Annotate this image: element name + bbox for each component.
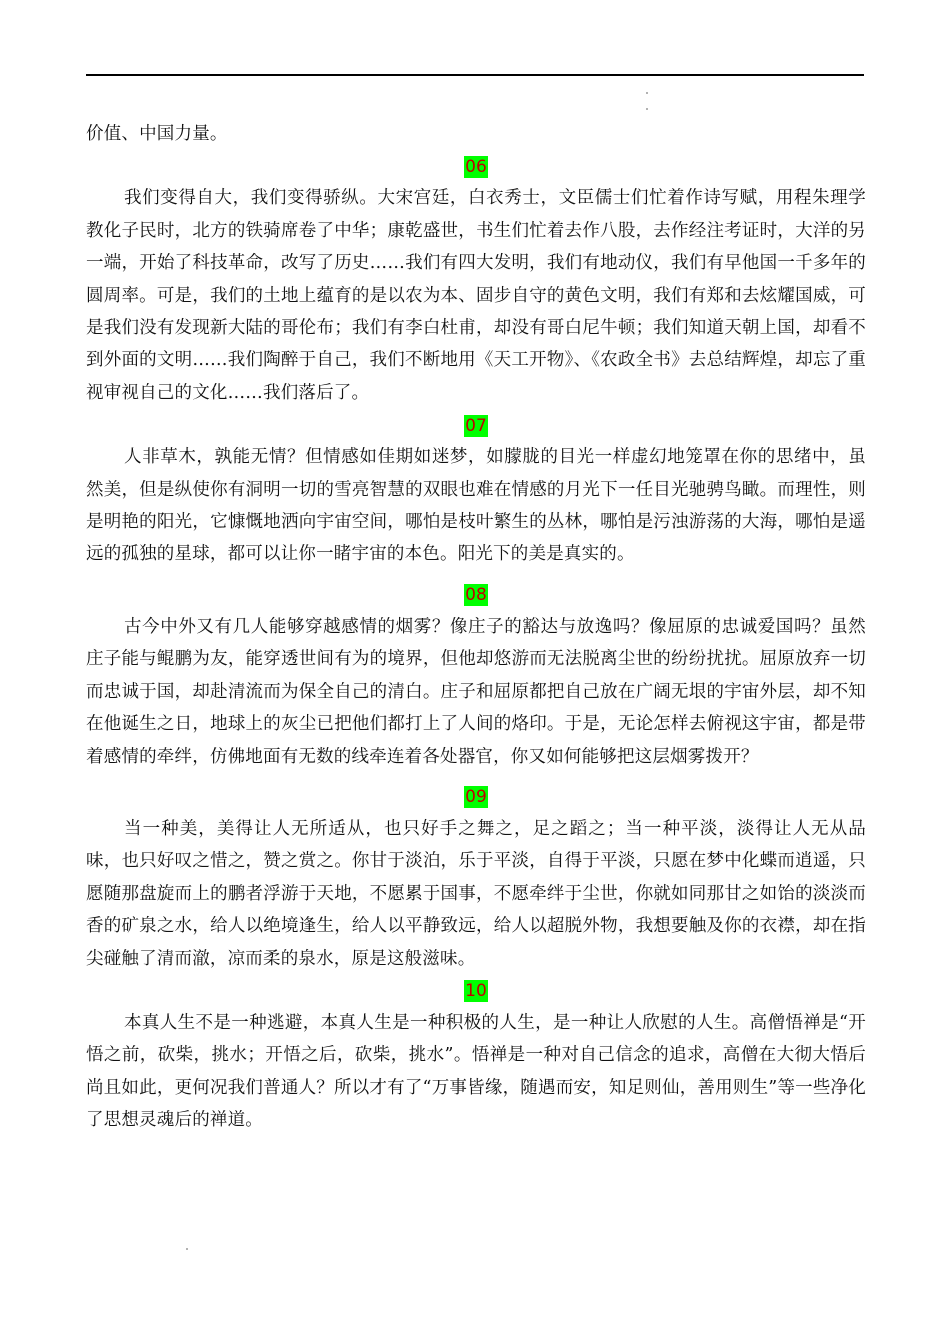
header-rule	[86, 74, 864, 76]
section-10-header	[86, 975, 866, 1007]
section-07-header	[86, 409, 866, 441]
section-number-badge: 10	[465, 981, 487, 1002]
section-number-badge: 08	[465, 585, 487, 606]
section-06-paragraph: 我们变得自大，我们变得骄纵。大宋宫廷，白衣秀士，文臣儒士们忙着作诗写赋，用程朱理学教化子民时，北方的铁骑席卷了中华；康乾盛世，书生们忙着去作八股，去作经注考证时，大洋的另一端，开始了科技革命，改写了历史……我们有四大发明，我们有地动仪，我们有早他国一千多年的圆周率。可是，我们的土地上蕴育的是以农为本、固步自守的黄色文明，我们有郑和去炫耀国威，可是我们没有发现新大陆的哥伦布；我们有李白杜甫，却没有哥白尼牛顿；我们知道天朝上国，却看不到外面的文明……我们陶醉于自己，我们不断地用《天工开物》、《农政全书》去总结辉煌，却忘了重视审视自己的文化……我们落后了。	[86, 188, 866, 403]
section-09-header	[86, 781, 866, 813]
section-number-badge: 06	[465, 156, 487, 177]
section-number-badge: 09	[465, 787, 487, 808]
section-07-paragraph: 人非草木，孰能无情？但情感如佳期如迷梦，如朦胧的目光一样虚幻地笼罩在你的思绪中，虽然美，但是纵使你有洞明一切的雪亮智慧的双眼也难在情感的月光下一任目光驰骋鸟瞰。而理性，则是明艳的阳光，它慷慨地洒向宇宙空间，哪怕是枝叶繁生的丛林，哪怕是污浊游荡的大海，哪怕是遥远的孤独的星球，都可以让你一睹宇宙的本色。阳光下的美是真实的。	[86, 447, 866, 565]
section-08-paragraph: 古今中外又有几人能够穿越感情的烟雾？像庄子的豁达与放逸吗？像屈原的忠诚爱国吗？虽然庄子能与鲲鹏为友，能穿透世间有为的境界，但他却悠游而无法脱离尘世的纷纷扰扰。屈原放弃一切而忠诚于国，却赴清流而为保全自己的清白。庄子和屈原都把自己放在广阔无垠的宇宙外层，却不知在他诞生之日，地球上的灰尘已把他们都打上了人间的烙印。于是，无论怎样去俯视这宇宙，都是带着感情的牵绊，仿佛地面有无数的线牵连着各处器官，你又如何能够把这层烟雾拨开？	[86, 616, 866, 767]
intro-tail-text: 价值、中国力量。	[86, 124, 228, 144]
section-number-badge: 07	[465, 415, 487, 436]
paragraph-gap	[86, 571, 866, 579]
paragraph-gap	[86, 773, 866, 781]
section-06-header	[86, 150, 866, 182]
section-10-paragraph: 本真人生不是一种逃避，本真人生是一种积极的人生，是一种让人欣慰的人生。高僧悟禅是“开悟之前，砍柴，挑水；开悟之后，砍柴，挑水”。悟禅是一种对自己信念的追求，高僧在大彻大悟后尚且如此，更何况我们普通人？所以才有了“万事皆缘，随遇而安，知足则仙，善用则生”等一些净化了思想灵魂后的禅道。	[86, 1012, 866, 1131]
scan-speck	[646, 92, 648, 94]
scan-speck	[186, 1248, 188, 1250]
section-08-header	[86, 579, 866, 611]
scan-speck	[646, 108, 648, 110]
section-09-paragraph: 当一种美，美得让人无所适从，也只好手之舞之，足之蹈之；当一种平淡，淡得让人无从品味，也只好叹之惜之，赞之赏之。你甘于淡泊，乐于平淡，自得于平淡，只愿在梦中化蝶而逍遥，只愿随那盘旋而上的鹏者浮游于天地，不愿累于国事，不愿牵绊于尘世，你就如同那甘之如饴的淡淡而香的矿泉之水，给人以绝境逢生，给人以平静致远，给人以超脱外物，我想要触及你的衣襟，却在指尖碰触了清而澈，凉而柔的泉水，原是这般滋味。	[86, 818, 866, 969]
document-body	[86, 118, 866, 1137]
